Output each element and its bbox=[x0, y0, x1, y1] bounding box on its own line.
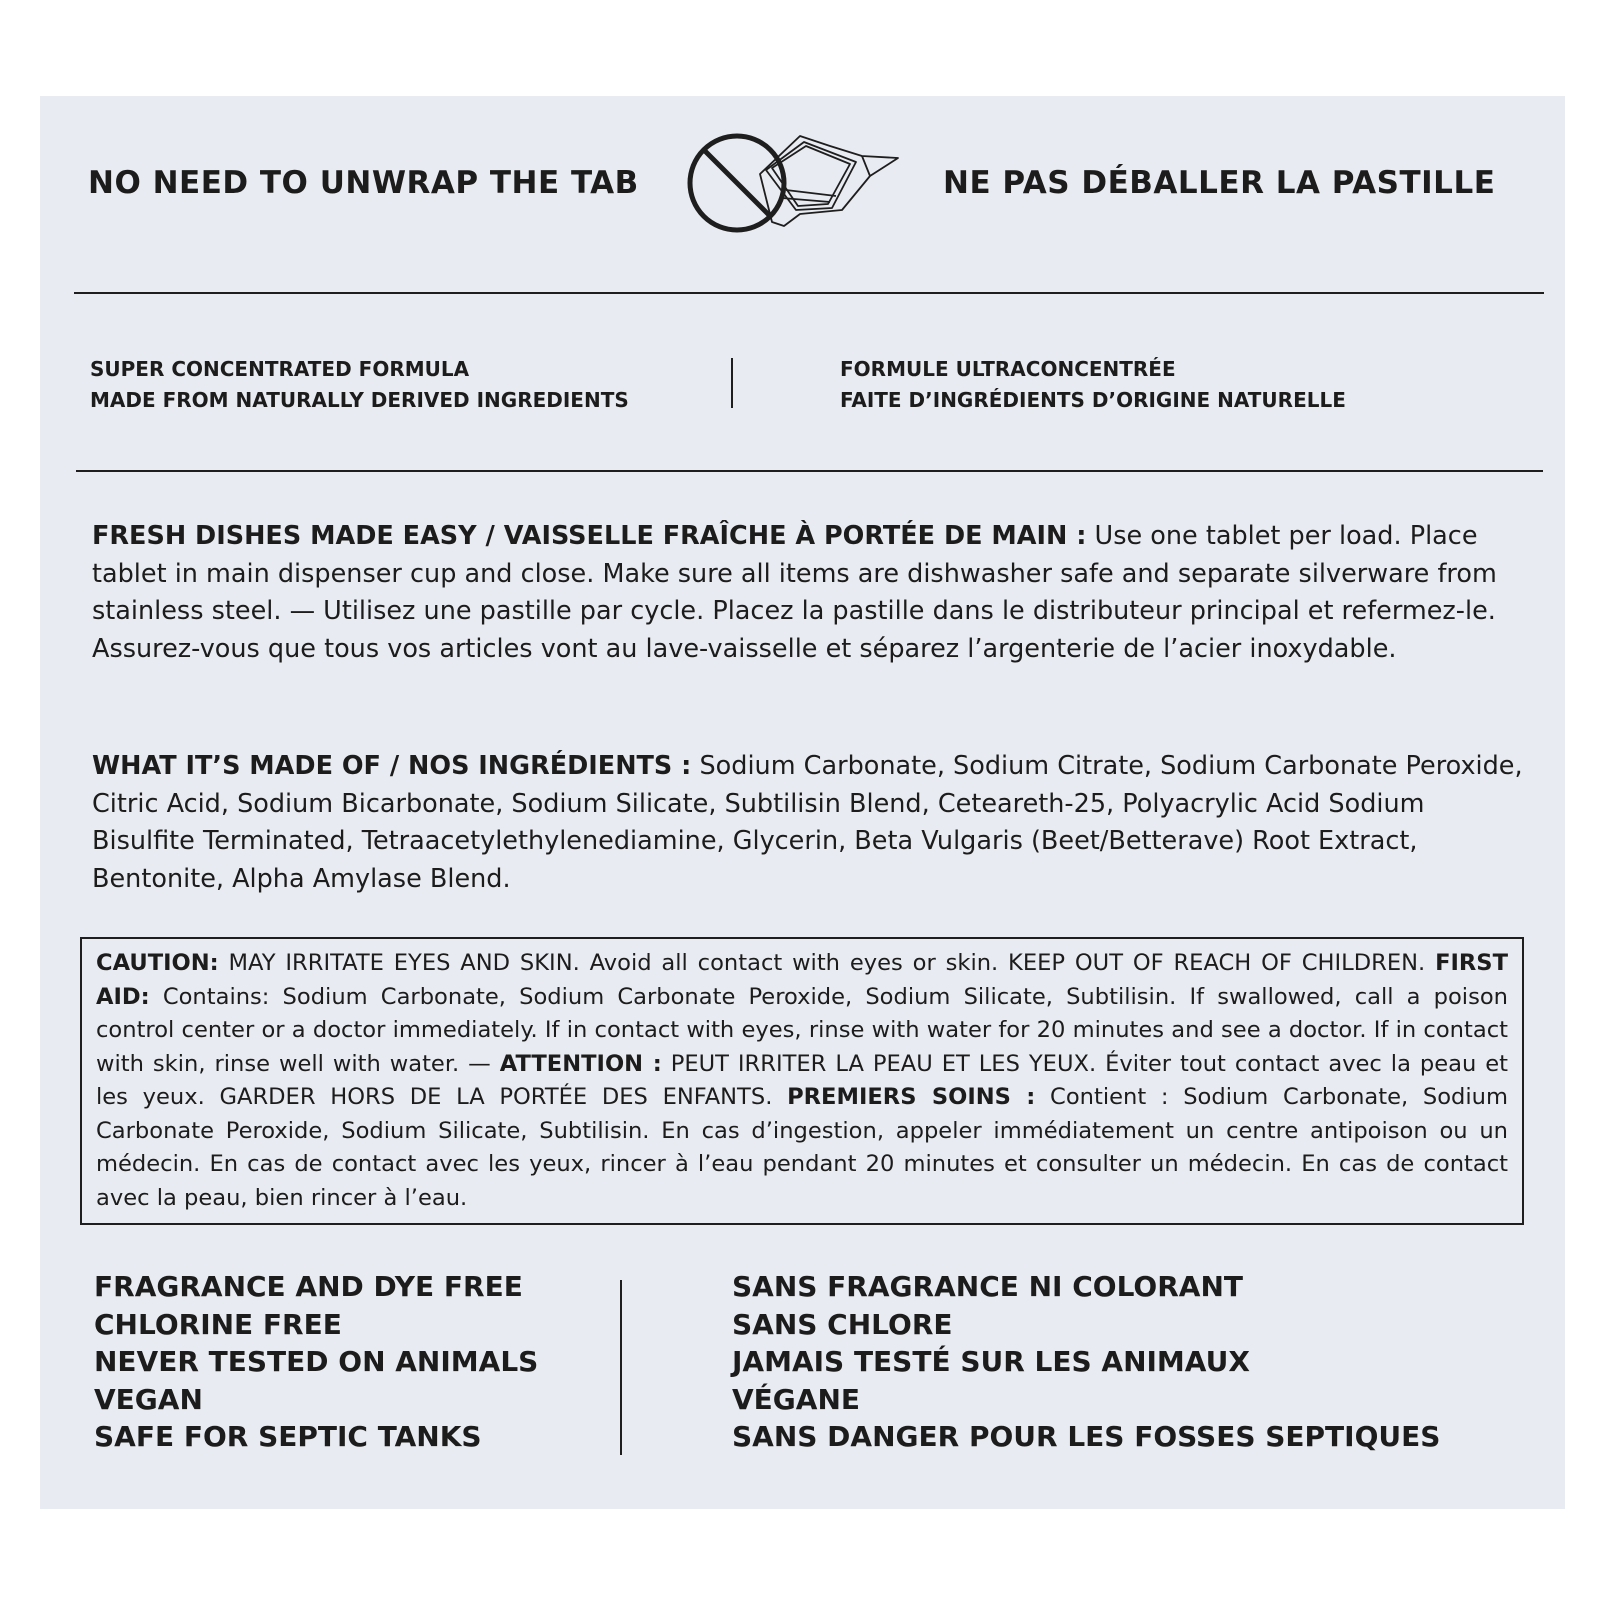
claim-item: SANS CHLORE bbox=[732, 1307, 953, 1341]
claim-item: VEGAN bbox=[94, 1382, 203, 1416]
formula-fr-line: FAITE D’INGRÉDIENTS D’ORIGINE NATURELLE bbox=[840, 388, 1346, 412]
directions-heading: FRESH DISHES MADE EASY / VAISSELLE FRAÎCHE À PORTÉE DE MAIN : bbox=[92, 521, 1087, 551]
claims-fr bbox=[732, 1268, 1440, 1456]
formula-en-line: MADE FROM NATURALLY DERIVED INGREDIENTS bbox=[90, 388, 629, 412]
divider bbox=[76, 470, 1543, 472]
directions-body: Use one tablet per load. Place tablet in main dispenser cup and close. Make sure all items are dishwasher safe and separate silverware from stainless steel. — Utilisez une pastille par cycle. Placez la pastille dans le distributeur principal et refermez-le. Assurez-vous que tous vos articles vont au lave-vaisselle et séparez l’argenterie de l’acier inoxydable. bbox=[92, 521, 1497, 664]
no-unwrap-tab-icon bbox=[680, 118, 920, 248]
attention-text: PEUT IRRITER LA PEAU ET LES YEUX. Éviter tout contact avec la peau et les yeux. GARDER HORS DE LA PORTÉE DES ENFANTS. bbox=[96, 1050, 1508, 1110]
attention-label: ATTENTION : bbox=[499, 1050, 662, 1077]
claim-item: CHLORINE FREE bbox=[94, 1307, 342, 1341]
ingredients-heading: WHAT IT’S MADE OF / NOS INGRÉDIENTS : bbox=[92, 751, 692, 781]
claim-item: FRAGRANCE AND DYE FREE bbox=[94, 1270, 523, 1303]
formula-en bbox=[90, 354, 629, 416]
first-aid-text: Contains: Sodium Carbonate, Sodium Carbonate Peroxide, Sodium Silicate, Subtilisin. If swallowed, call a poison control center or a doctor immediately. If in contact with eyes, rinse with water for 20 minutes and see a doctor. If in contact with skin, rinse well with water. — bbox=[96, 983, 1508, 1077]
claim-item: SAFE FOR SEPTIC TANKS bbox=[94, 1420, 482, 1453]
claim-item: JAMAIS TESTÉ SUR LES ANIMAUX bbox=[732, 1345, 1250, 1378]
premiers-soins-text: Contient : Sodium Carbonate, Sodium Carbonate Peroxide, Sodium Silicate, Subtilisin. En cas d’ingestion, appeler immédiatement un centre antipoison ou un médecin. En cas de contact avec les yeux, rincer à l’eau pendant 20 minutes et consulter un médecin. En cas de contact avec la peau, bien rincer à l’eau. bbox=[96, 1084, 1509, 1211]
claim-item: SANS FRAGRANCE NI COLORANT bbox=[732, 1270, 1243, 1303]
divider bbox=[74, 292, 1544, 294]
claim-item: NEVER TESTED ON ANIMALS bbox=[94, 1345, 539, 1378]
premiers-soins-label: PREMIERS SOINS : bbox=[787, 1084, 1036, 1110]
formula-fr-line: FORMULE ULTRACONCENTRÉE bbox=[840, 357, 1176, 381]
header-title-en: NO NEED TO UNWRAP THE TAB bbox=[88, 165, 639, 201]
caution-text: MAY IRRITATE EYES AND SKIN. Avoid all contact with eyes or skin. KEEP OUT OF REACH OF CHILDREN. bbox=[218, 950, 1436, 976]
first-aid-label: FIRST AID: bbox=[96, 950, 1508, 1010]
caution-box bbox=[80, 937, 1524, 1225]
claims-en bbox=[94, 1268, 538, 1456]
ingredients-paragraph bbox=[92, 748, 1532, 898]
claim-item: VÉGANE bbox=[732, 1382, 861, 1416]
caution-label: CAUTION: bbox=[96, 950, 219, 976]
directions-paragraph bbox=[92, 518, 1532, 668]
formula-en-line: SUPER CONCENTRATED FORMULA bbox=[90, 357, 470, 381]
claim-item: SANS DANGER POUR LES FOSSES SEPTIQUES bbox=[732, 1420, 1441, 1453]
claims-separator bbox=[620, 1280, 622, 1455]
ingredients-body: Sodium Carbonate, Sodium Citrate, Sodium Carbonate Peroxide, Citric Acid, Sodium Bicarbonate, Sodium Silicate, Subtilisin Blend, Ceteareth-25, Polyacrylic Acid Sodium Bisulfite Terminated, Tetraacetylethylenediamine, Glycerin, Beta Vulgaris (Beet/Betterave) Root Extract, Bentonite, Alpha Amylase Blend. bbox=[92, 751, 1523, 894]
header-title-fr: NE PAS DÉBALLER LA PASTILLE bbox=[943, 165, 1496, 201]
formula-separator bbox=[731, 358, 733, 408]
formula-fr bbox=[840, 354, 1346, 416]
